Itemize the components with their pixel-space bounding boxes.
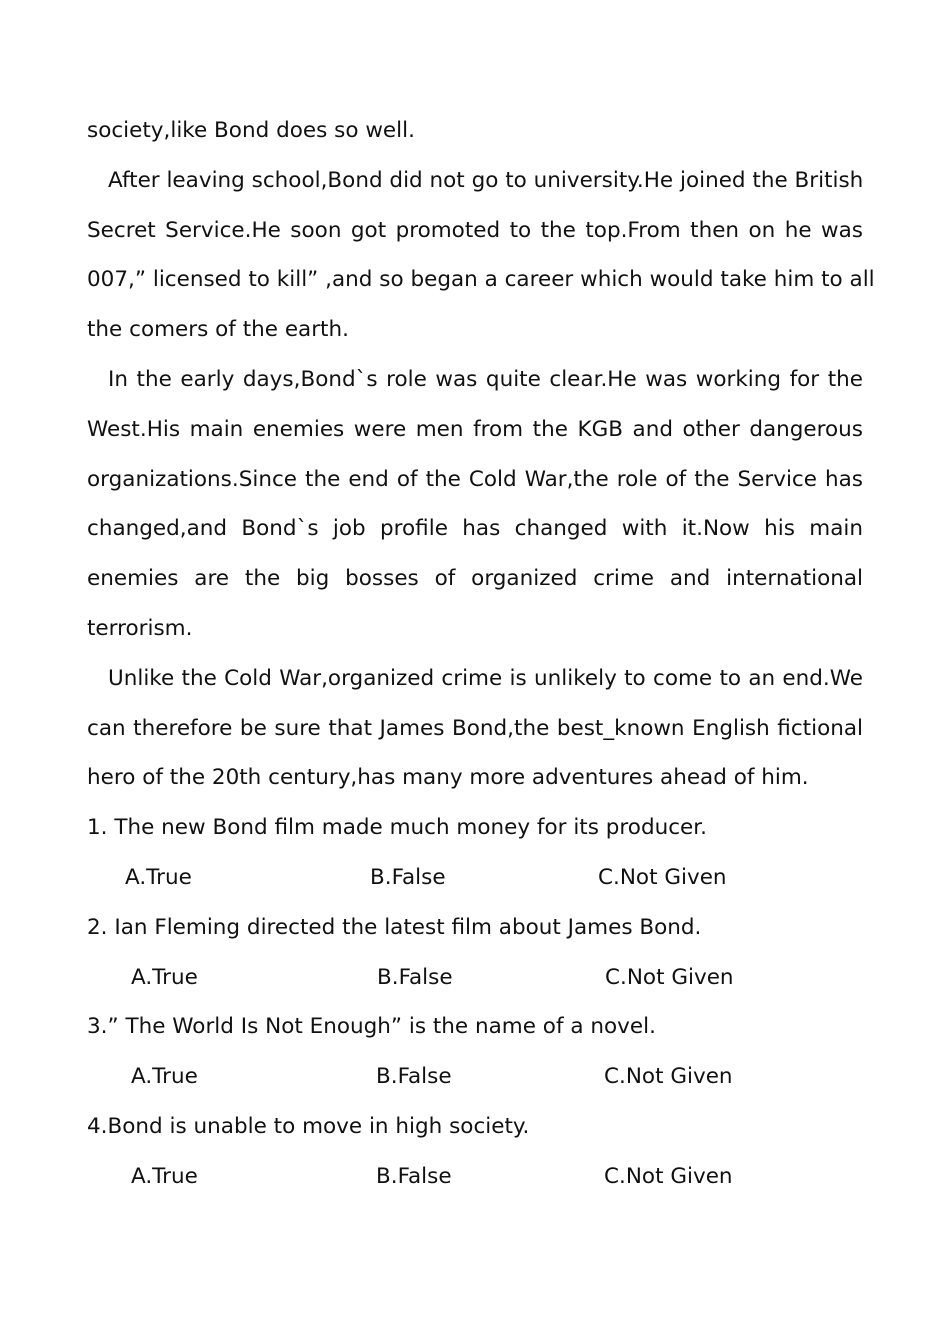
option-c[interactable]: C.Not Given (604, 1163, 733, 1189)
question-4-options (87, 1152, 863, 1202)
passage-line: hero of the 20th century,has many more adventures ahead of him. (87, 765, 809, 791)
question-1-options (87, 853, 863, 903)
option-c[interactable]: C.Not Given (604, 1064, 733, 1090)
passage-line: society,like Bond does so well. (87, 118, 415, 143)
option-b[interactable]: B.False (376, 1163, 452, 1189)
passage-line: organizations.Since the end of the Cold War,the role of the Service has (87, 466, 863, 492)
passage-line: can therefore be sure that James Bond,the best_known English fictional (87, 715, 863, 741)
option-a[interactable]: A.True (131, 964, 198, 990)
passage-line: Secret Service.He soon got promoted to the top.From then on he was (87, 217, 863, 243)
question-4-text: 4.Bond is unable to move in high society. (87, 1113, 530, 1139)
passage-line: the comers of the earth. (87, 317, 349, 343)
question-1-text: 1. The new Bond film made much money for its producer. (87, 815, 707, 841)
passage-line: enemies are the big bosses of organized crime and international (87, 566, 863, 592)
question-3-text: 3.” The World Is Not Enough” is the name of a novel. (87, 1014, 656, 1040)
option-b[interactable]: B.False (376, 1064, 452, 1090)
passage-line: changed,and Bond`s job profile has changed with it.Now his main (87, 516, 863, 542)
option-c[interactable]: C.Not Given (605, 964, 734, 990)
option-a[interactable]: A.True (131, 1163, 198, 1189)
option-a[interactable]: A.True (131, 1064, 198, 1090)
option-b[interactable]: B.False (377, 964, 453, 990)
option-a[interactable]: A.True (125, 864, 192, 890)
passage-line: 007,” licensed to kill” ,and so began a career which would take him to all (87, 267, 875, 293)
option-b[interactable]: B.False (370, 864, 446, 890)
question-2-text: 2. Ian Fleming directed the latest film about James Bond. (87, 914, 702, 940)
passage-line: terrorism. (87, 615, 193, 641)
question-3-options (87, 1052, 863, 1102)
passage-line: Unlike the Cold War,organized crime is unlikely to come to an end.We (108, 665, 863, 691)
passage-line: After leaving school,Bond did not go to university.He joined the British (108, 167, 864, 193)
passage-line: West.His main enemies were men from the KGB and other dangerous (87, 416, 863, 442)
option-c[interactable]: C.Not Given (598, 864, 727, 890)
question-2-options (87, 953, 863, 1003)
passage-line: In the early days,Bond`s role was quite clear.He was working for the (108, 366, 863, 392)
document-page (87, 106, 875, 1202)
